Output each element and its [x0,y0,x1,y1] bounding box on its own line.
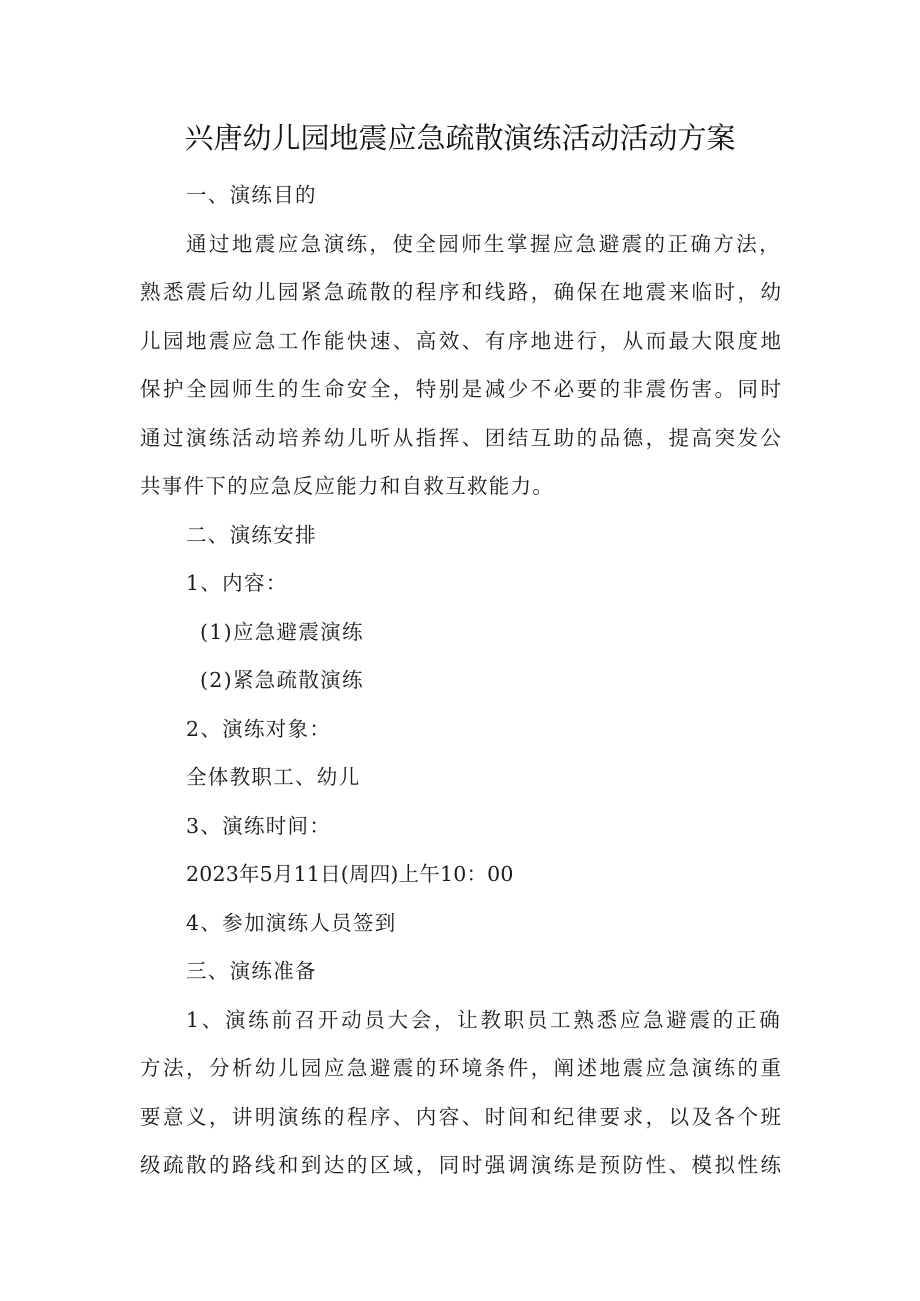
paragraph-line: 方法，分析幼儿园应急避震的环境条件，阐述地震应急演练的重 [140,1056,781,1080]
paragraph-line: 要意义，讲明演练的程序、内容、时间和纪律要求，以及各个班 [140,1105,781,1129]
paragraph-line: 通过地震应急演练，使全园师生掌握应急避震的正确方法， [186,232,781,256]
document-title: 兴唐幼儿园地震应急疏散演练活动活动方案 [184,121,736,155]
paragraph-line: 共事件下的应急反应能力和自救互救能力。 [140,474,555,498]
content-item: (1)应急避震演练 [200,620,364,644]
signin-label: 4、参加演练人员签到 [186,911,397,935]
target-value: 全体教职工、幼儿 [186,765,361,789]
paragraph-line: 级疏散的路线和到达的区域，同时强调演练是预防性、模拟性练 [140,1153,781,1177]
paragraph-line: 保护全园师生的生命安全，特别是减少不必要的非震伤害。同时 [140,377,781,401]
paragraph-line: 1、演练前召开动员大会，让教职员工熟悉应急避震的正确 [186,1008,781,1032]
target-label: 2、演练对象： [186,717,332,741]
content-item: (2)紧急疏散演练 [200,668,364,692]
section-heading: 三、演练准备 [186,959,317,983]
time-label: 3、演练时间： [186,814,332,838]
section-heading: 二、演练安排 [186,523,317,547]
paragraph-line: 熟悉震后幼儿园紧急疏散的程序和线路，确保在地震来临时，幼 [140,280,781,304]
paragraph-line: 通过演练活动培养幼儿听从指挥、团结互助的品德，提高突发公 [140,426,781,450]
paragraph-line: 儿园地震应急工作能快速、高效、有序地进行，从而最大限度地 [140,329,781,353]
time-value: 2023年5月11日(周四)上午10：00 [186,862,514,886]
section-heading: 一、演练目的 [186,183,317,207]
content-label: 1、内容： [186,571,288,595]
